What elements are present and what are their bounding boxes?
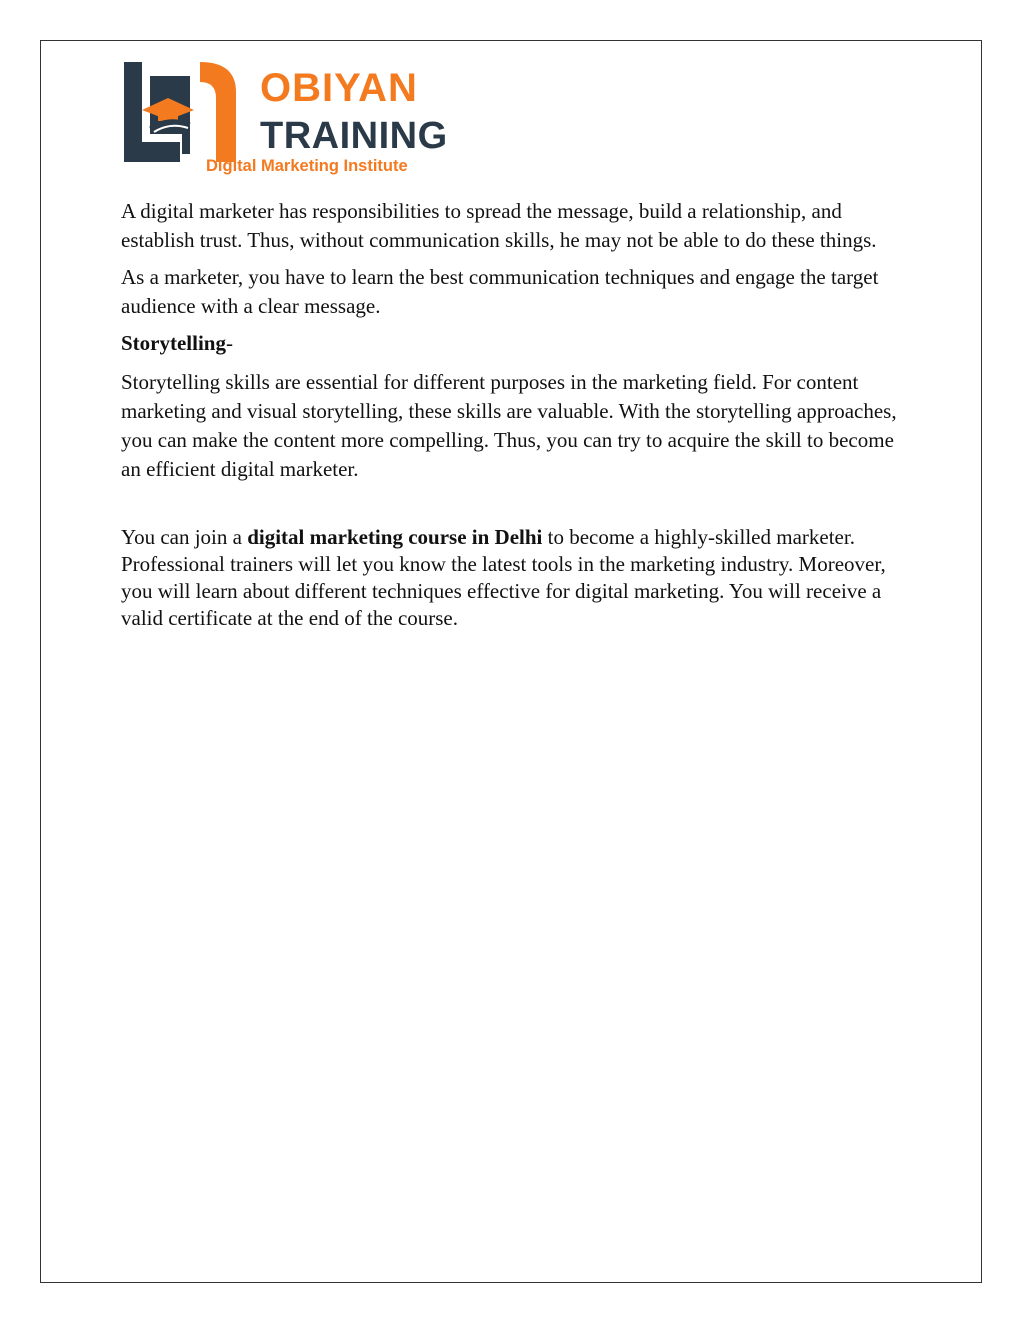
paragraph-intro-1: A digital marketer has responsibilities to spread the message, build a relationship, and establish trust. Thus, without communication skills, he may not be able to do these things. xyxy=(121,199,877,252)
course-link-text: digital marketing course in Delhi xyxy=(247,525,543,549)
course-text-before: You can join a xyxy=(121,525,248,549)
logo-word-training: TRAINING xyxy=(260,115,448,157)
section-heading xyxy=(121,329,911,358)
paragraph-storytelling: Storytelling skills are essential for different purposes in the marketing field. For content marketing and visual storytelling, these skills are valuable. With the storytelling approaches, you can make the content more compelling. Thus, you can try to acquire the skill to become an efficient digital marketer. xyxy=(121,370,897,481)
heading-suffix: - xyxy=(226,331,233,355)
heading-text: Storytelling xyxy=(121,331,226,355)
paragraph-course xyxy=(121,524,911,632)
document-body xyxy=(121,197,911,632)
paragraph-intro-2: As a marketer, you have to learn the best communication techniques and engage the target audience with a clear message. xyxy=(121,265,879,318)
logo-emblem-icon xyxy=(120,58,260,168)
logo-word-obiyan: OBIYAN xyxy=(260,66,418,110)
course-text-after: to become a highly-skilled marketer. Professional trainers will let you know the latest tools in the marketing industry. Moreover, you will learn about different techniques effective for digital marketing. You will receive a valid certificate at the end of the course. xyxy=(121,525,886,630)
obiyan-logo xyxy=(120,58,450,178)
logo-tagline: Digital Marketing Institute xyxy=(206,157,408,175)
